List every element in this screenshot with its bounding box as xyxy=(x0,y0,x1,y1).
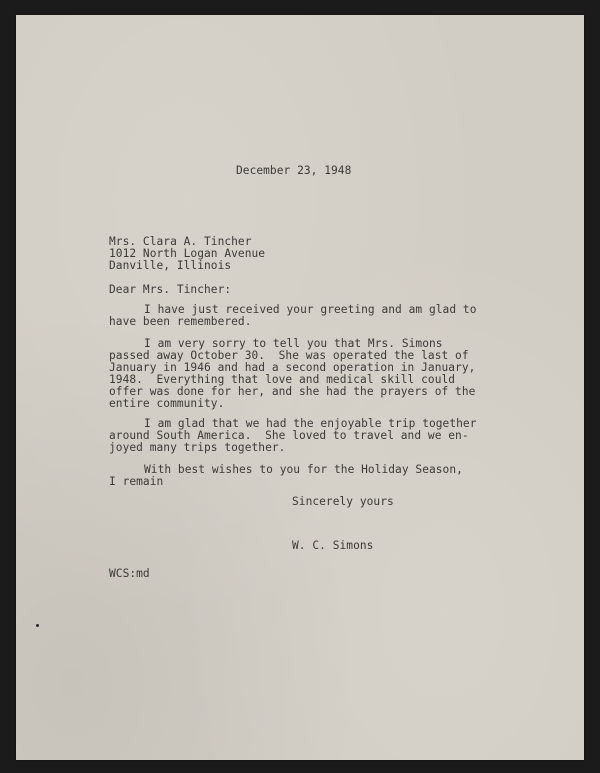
address-line: 1012 North Logan Avenue xyxy=(109,247,266,260)
letter-page xyxy=(16,15,584,760)
closing: Sincerely yours xyxy=(292,495,394,508)
address-line: Mrs. Clara A. Tincher xyxy=(109,235,252,248)
paragraph-line: have been remembered. xyxy=(109,315,252,328)
paragraph-line: January in 1946 and had a second operation in January, xyxy=(109,361,476,374)
paragraph-line: I have just received your greeting and am glad to xyxy=(144,303,477,316)
paragraph-line: joyed many trips together. xyxy=(109,441,286,454)
paragraph-line: I am very sorry to tell you that Mrs. Simons xyxy=(144,337,443,350)
signature-name: W. C. Simons xyxy=(292,539,374,552)
paragraph-line: entire community. xyxy=(109,397,225,410)
salutation: Dear Mrs. Tincher: xyxy=(109,283,232,296)
letter-date: December 23, 1948 xyxy=(236,164,352,177)
paragraph-line: 1948. Everything that love and medical skill could xyxy=(109,373,456,386)
paragraph-line: offer was done for her, and she had the prayers of the xyxy=(109,385,476,398)
paper-mark xyxy=(36,624,39,627)
paragraph-line: around South America. She loved to travel and we en- xyxy=(109,429,469,442)
paragraph-line: I am glad that we had the enjoyable trip together xyxy=(144,417,477,430)
paragraph-line: I remain xyxy=(109,475,164,488)
paragraph-line: With best wishes to you for the Holiday Season, xyxy=(144,463,463,476)
address-line: Danville, Illinois xyxy=(109,259,232,272)
typist-initials: WCS:md xyxy=(109,567,150,580)
paragraph-line: passed away October 30. She was operated the last of xyxy=(109,349,469,362)
